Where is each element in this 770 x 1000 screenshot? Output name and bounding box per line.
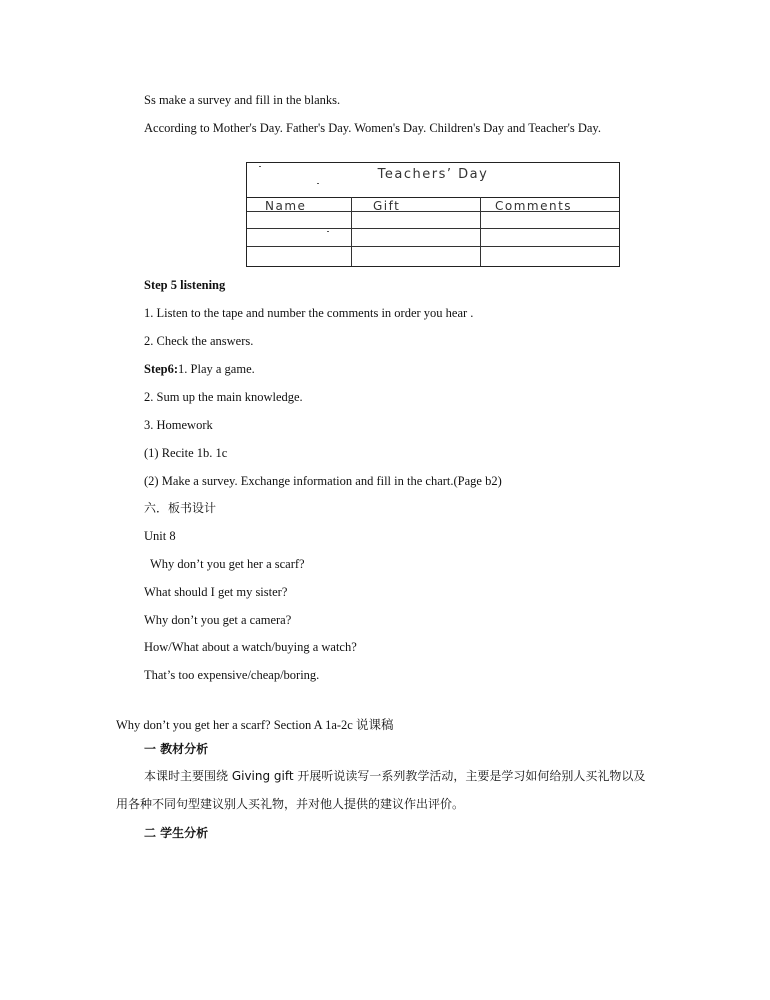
step6-item-3: 3. Homework [144, 418, 213, 432]
lecture-title: Why don’t you get her a scarf? Section A 1a-2c 说课稿 [116, 718, 394, 732]
step6-item-1: 1. Play a game. [178, 362, 255, 376]
table-header-gift: Gift [373, 199, 401, 213]
board-unit: Unit 8 [144, 529, 176, 543]
survey-instruction: Ss make a survey and fill in the blanks. [144, 93, 341, 107]
step6-line [144, 361, 255, 377]
table-row-rule [247, 246, 619, 247]
homework-1: (1) Recite 1b. 1c [144, 446, 228, 460]
step6-label: Step6: [144, 362, 179, 376]
board-line-1: Why don’t you get her a scarf? [150, 557, 305, 571]
board-line-5: That’s too expensive/cheap/boring. [144, 668, 320, 682]
table-column-rule [351, 197, 352, 266]
table-row-rule [247, 228, 619, 229]
scan-speck [327, 231, 329, 232]
table-column-rule [480, 197, 481, 266]
step6-item-2: 2. Sum up the main knowledge. [144, 390, 303, 404]
table-title: Teachers’ Day [247, 163, 619, 198]
board-heading: 六．板书设计 [144, 501, 217, 515]
homework-2: (2) Make a survey. Exchange information and fill in the chart.(Page b2) [144, 474, 502, 488]
board-line-4: How/What about a watch/buying a watch? [144, 640, 357, 654]
according-line: According to Mother's Day. Father's Day. Women's Day. Children's Day and Teacher's Day. [144, 121, 601, 135]
step5-heading: Step 5 listening [144, 278, 226, 292]
table-header-name: Name [265, 199, 307, 213]
section-2-heading: 二 学生分析 [144, 826, 209, 840]
table-header-comments: Comments [495, 199, 573, 213]
step5-item-1: 1. Listen to the tape and number the comments in order you hear . [144, 306, 474, 320]
survey-table [246, 162, 620, 267]
scan-speck [259, 166, 261, 167]
section-1-heading: 一 教材分析 [144, 742, 209, 756]
board-line-3: Why don’t you get a camera? [144, 613, 292, 627]
section-1-paragraph: 本课时主要围绕 Giving gift 开展听说读写一系列教学活动，主要是学习如何给别人买礼物以及用各种不同句型建议别人买礼物，并对他人提供的建议作出评价。 [116, 769, 646, 811]
step5-item-2: 2. Check the answers. [144, 334, 254, 348]
scan-speck [317, 183, 319, 184]
board-line-2: What should I get my sister? [144, 585, 288, 599]
